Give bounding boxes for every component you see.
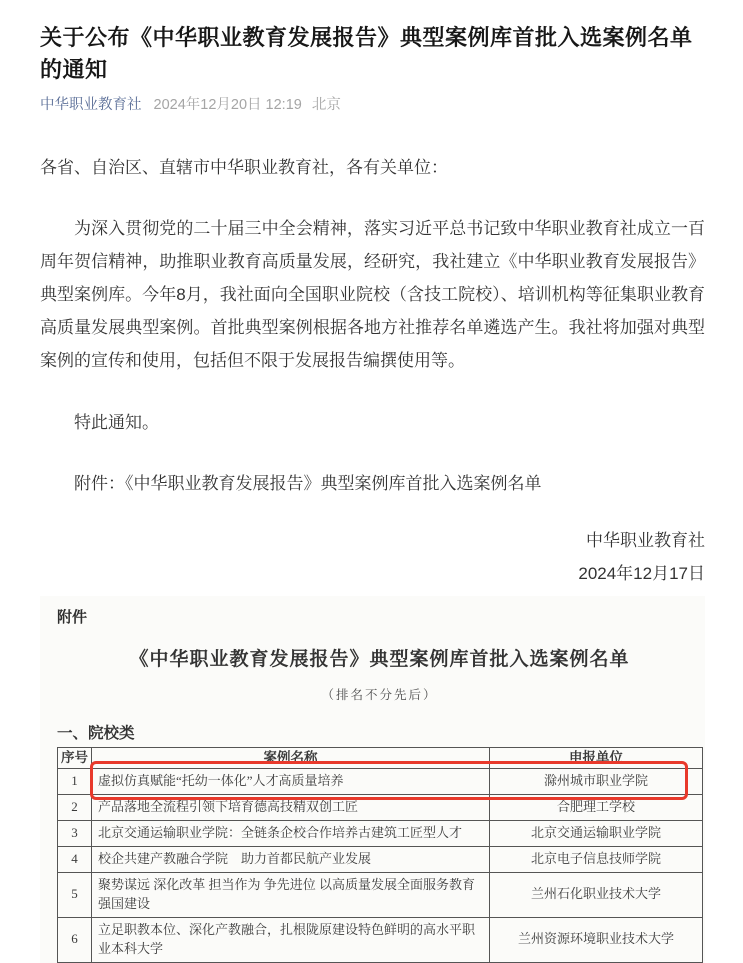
table-row xyxy=(58,768,703,794)
table-row xyxy=(58,917,703,962)
attachment-subtitle: （排名不分先后） xyxy=(321,687,438,702)
cell-case-name: 立足职教本位、深化产教融合，扎根陇原建设特色鲜明的高水平职业本科大学 xyxy=(92,917,490,962)
cell-serial: 6 xyxy=(58,917,92,962)
attachment-image[interactable] xyxy=(40,596,705,963)
cell-unit: 北京电子信息技师学院 xyxy=(490,846,703,872)
case-table-wrap xyxy=(57,747,702,963)
cell-unit: 合肥理工学校 xyxy=(490,794,703,820)
cell-serial: 2 xyxy=(58,794,92,820)
article-body xyxy=(40,151,705,590)
cell-unit: 兰州石化职业技术大学 xyxy=(490,872,703,917)
cell-unit: 滁州城市职业学院 xyxy=(490,768,703,794)
table-row xyxy=(58,820,703,846)
case-table-body xyxy=(58,768,703,962)
publish-location: 北京 xyxy=(311,96,341,113)
cell-case-name: 北京交通运输职业学院：全链条企校合作培养古建筑工匠型人才 xyxy=(92,820,490,846)
cell-case-name: 产品落地全流程引领下培育德高技精双创工匠 xyxy=(92,794,490,820)
cell-unit: 兰州资源环境职业技术大学 xyxy=(490,917,703,962)
cell-serial: 4 xyxy=(58,846,92,872)
signature-date: 2024年12月17日 xyxy=(578,564,705,584)
table-row xyxy=(58,846,703,872)
article-meta xyxy=(40,95,705,115)
cell-serial: 3 xyxy=(58,820,92,846)
table-row xyxy=(58,794,703,820)
attachment-title: 《中华职业教育发展报告》典型案例库首批入选案例名单 xyxy=(129,649,630,671)
cell-case-name: 聚势谋远 深化改革 担当作为 争先进位 以高质量发展全面服务教育强国建设 xyxy=(92,872,490,917)
header-unit: 申报单位 xyxy=(490,747,703,768)
article-title: 关于公布《中华职业教育发展报告》典型案例库首批入选案例名单的通知 xyxy=(40,25,693,82)
paragraph-main: 为深入贯彻党的二十届三中全会精神，落实习近平总书记致中华职业教育社成立一百周年贺信精神，助推职业教育高质量发展，经研究，我社建立《中华职业教育发展报告》典型案例库。今年8月，我社面向全国职业院校（含技工院校）、培训机构等征集职业教育高质量发展典型案例。首批典型案例根据各地方社推荐名单遴选产生。我社将加强对典型案例的宣传和使用，包括但不限于发展报告编撰使用等。 xyxy=(40,218,705,371)
publish-datetime: 2024年12月20日 12:19 xyxy=(153,96,302,113)
salutation: 各省、自治区、直辖市中华职业教育社，各有关单位： xyxy=(40,157,448,177)
cell-unit: 北京交通运输职业学院 xyxy=(490,820,703,846)
attachment-label: 附件 xyxy=(57,609,88,627)
closing-line: 特此通知。 xyxy=(74,412,159,432)
case-table xyxy=(57,747,703,963)
cell-serial: 1 xyxy=(58,768,92,794)
table-header-row xyxy=(58,747,703,768)
signature-org: 中华职业教育社 xyxy=(586,530,705,550)
attachment-section-heading: 一、院校类 xyxy=(57,724,135,742)
cell-case-name: 虚拟仿真赋能“托幼一体化”人才高质量培养 xyxy=(92,768,490,794)
header-case-name: 案例名称 xyxy=(92,747,490,768)
attachment-reference: 附件：《中华职业教育发展报告》典型案例库首批入选案例名单 xyxy=(74,473,542,493)
cell-case-name: 校企共建产教融合学院 助力首都民航产业发展 xyxy=(92,846,490,872)
header-serial: 序号 xyxy=(58,747,92,768)
signature-block xyxy=(40,524,705,590)
table-row xyxy=(58,872,703,917)
cell-serial: 5 xyxy=(58,872,92,917)
account-link[interactable]: 中华职业教育社 xyxy=(40,96,142,113)
